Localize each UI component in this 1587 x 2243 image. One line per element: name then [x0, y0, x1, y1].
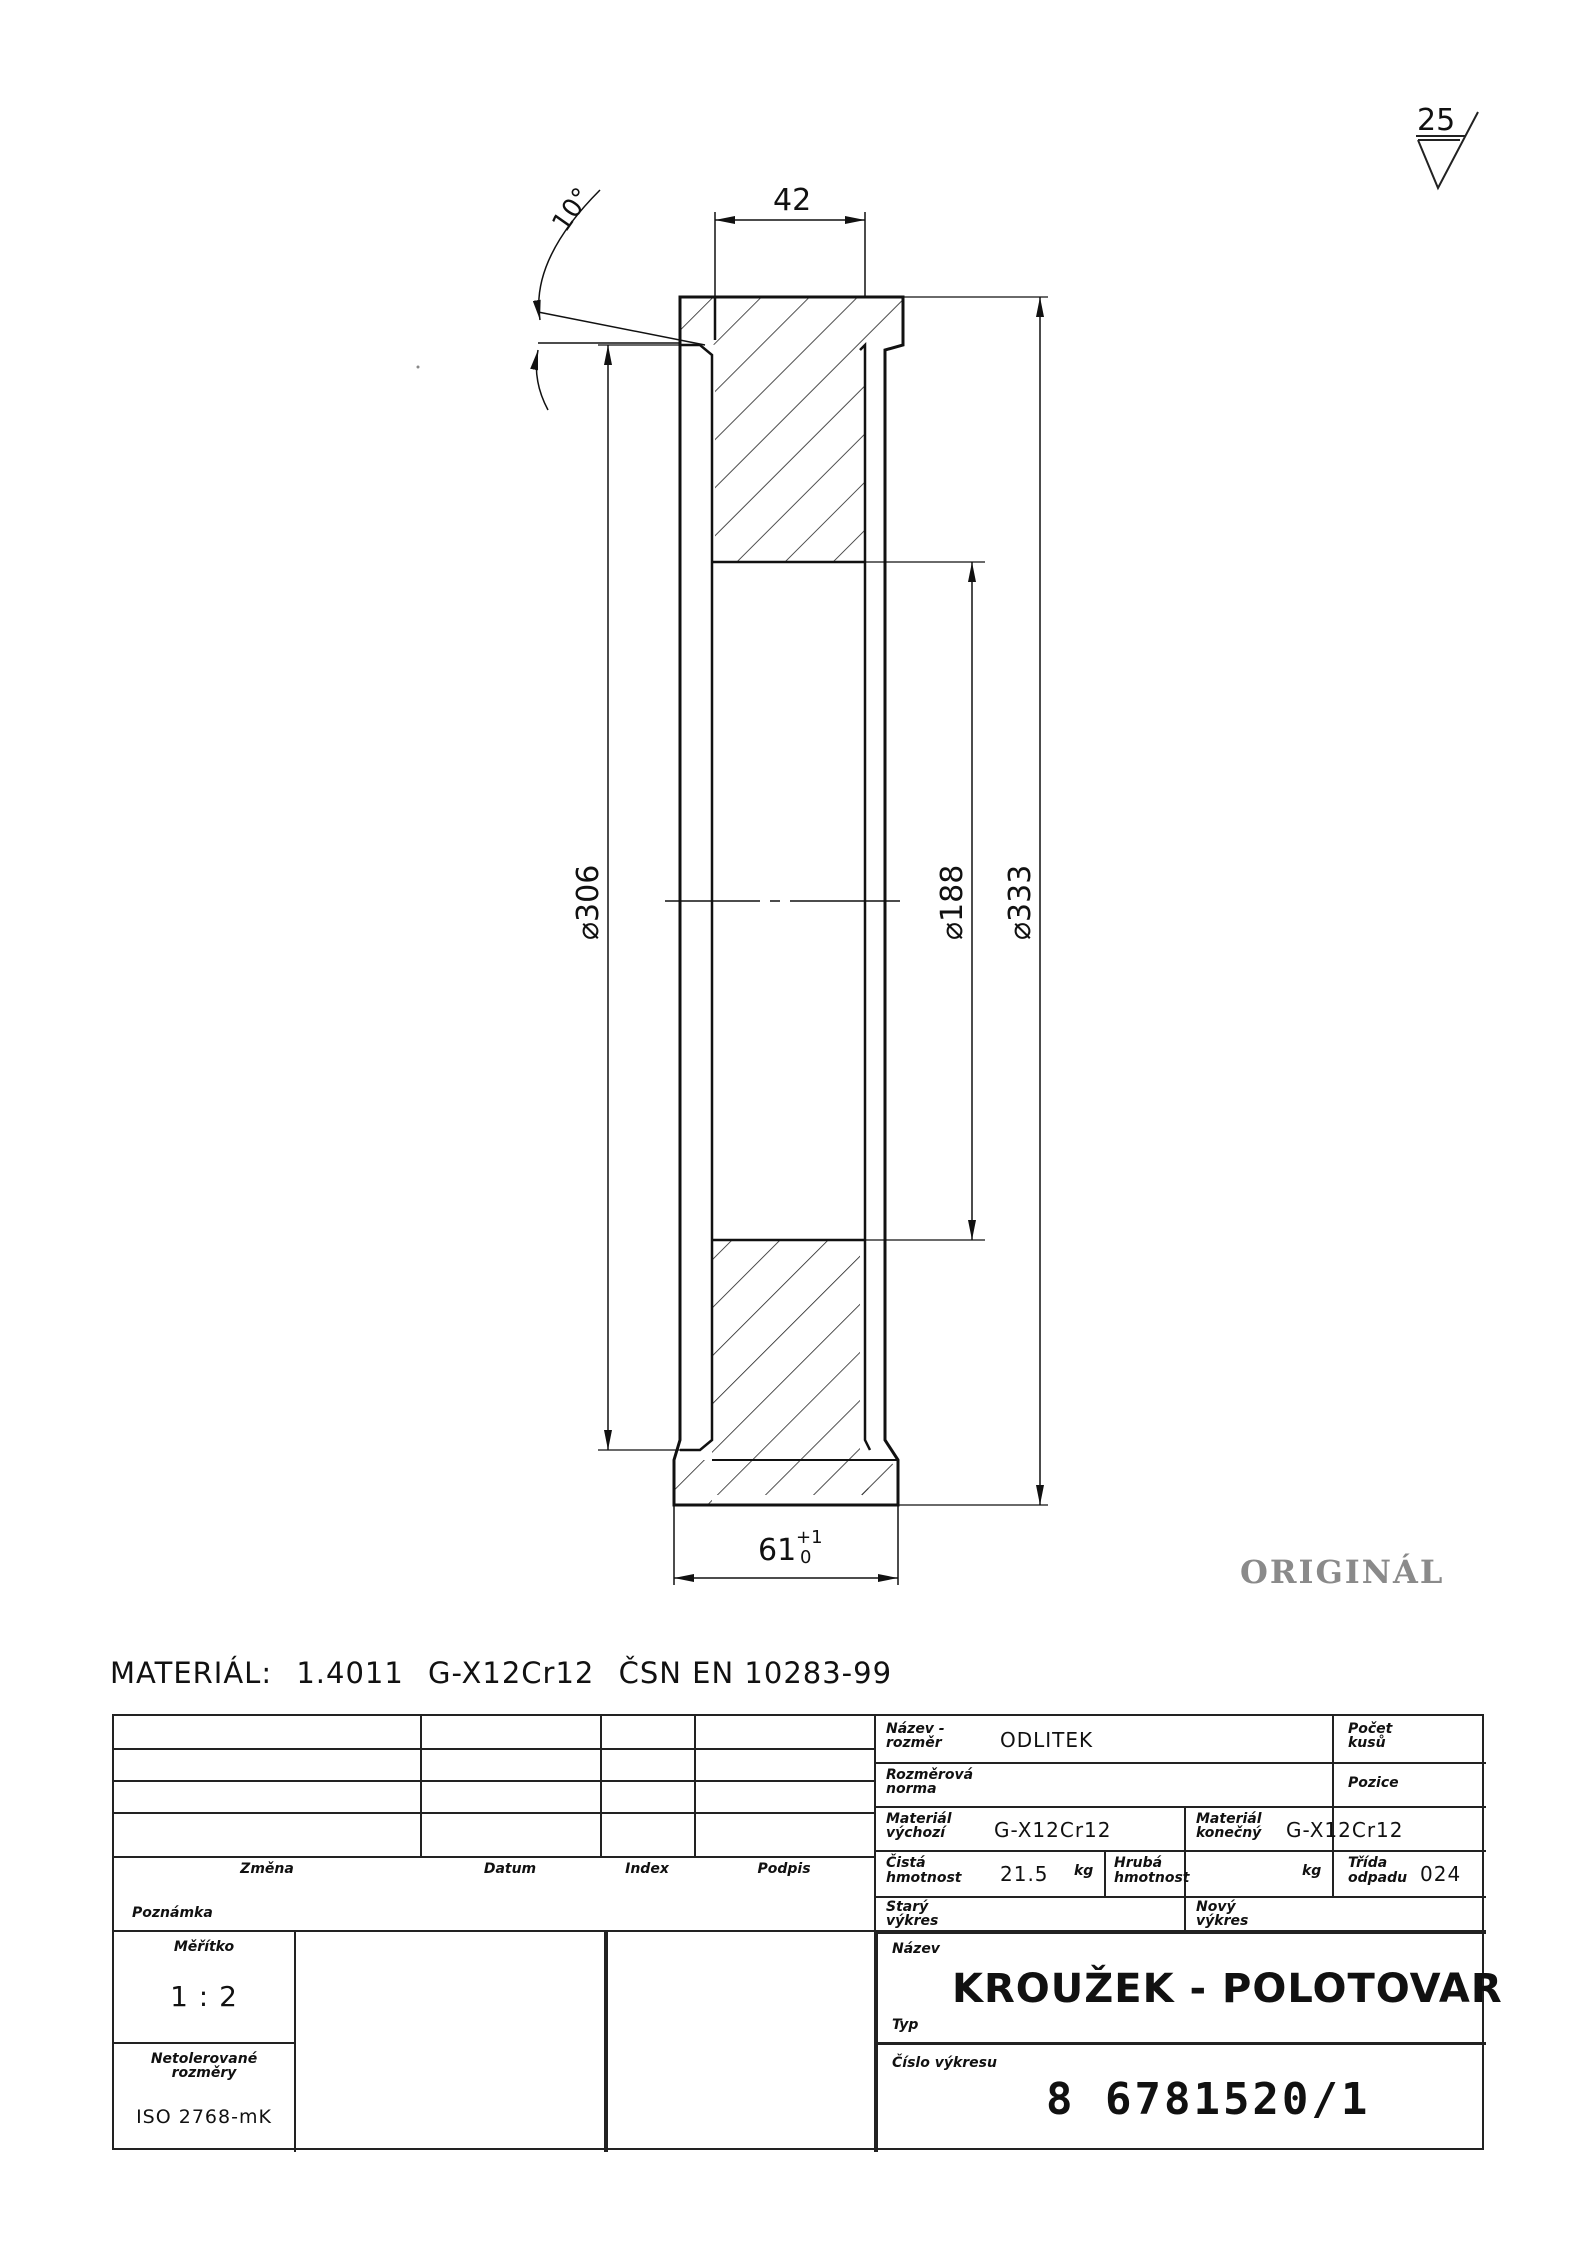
dim-width-61 — [674, 1505, 898, 1585]
hatch-right-lower — [862, 1450, 898, 1505]
material-konecny-label-1: Materiál — [1196, 1811, 1262, 1827]
novy-vykres-label-1: Nový — [1196, 1899, 1236, 1915]
pocet-kusu-label-2: kusů — [1348, 1735, 1386, 1751]
material-label: MATERIÁL: — [110, 1656, 273, 1690]
title-block — [112, 1714, 1503, 2150]
cista-hmotnost-label-1: Čistá — [886, 1855, 926, 1871]
cista-hmotnost-label-2: hmotnost — [886, 1870, 962, 1886]
nazev-rozmer-label-2: rozměr — [886, 1735, 942, 1751]
cista-hmotnost-value: 21.5 — [1000, 1862, 1049, 1886]
rozmerova-norma-label-1: Rozměrová — [886, 1767, 974, 1783]
tolerance-label-2: rozměry — [171, 2065, 237, 2081]
col-datum: Datum — [483, 1861, 537, 1877]
drawing-number: 8 6781520/1 — [1046, 2074, 1371, 2125]
nazev-rozmer-value: ODLITEK — [1000, 1728, 1094, 1752]
typ-label: Typ — [892, 2017, 919, 2033]
trida-odpadu-label-1: Třída — [1348, 1855, 1388, 1871]
hatch-upper — [715, 297, 865, 562]
tolerance-value: ISO 2768-mK — [136, 2106, 272, 2128]
dim-width-42 — [715, 183, 865, 297]
stary-vykres-label-2: výkres — [886, 1913, 939, 1929]
trida-odpadu-value: 024 — [1420, 1862, 1462, 1886]
dim-61-text: 61 — [758, 1533, 797, 1568]
col-index: Index — [625, 1861, 669, 1877]
dim-dia-333 — [898, 297, 1048, 1505]
material-line — [110, 1656, 906, 1690]
dim-angle-text: 10° — [546, 182, 598, 238]
part-section — [665, 297, 903, 1505]
dim-dia-306 — [571, 345, 680, 1450]
dim-306-text: ⌀306 — [571, 864, 606, 940]
pocet-kusu-label-1: Počet — [1348, 1721, 1393, 1737]
material-konecny-label-2: konečný — [1196, 1825, 1262, 1841]
tolerance-label-1: Netolerované — [150, 2051, 258, 2067]
dim-61-tol-lower: 0 — [800, 1547, 812, 1568]
nazev-rozmer-label-1: Název - — [886, 1721, 945, 1737]
hatch-lower — [712, 1240, 870, 1495]
original-stamp: ORIGINÁL — [1240, 1553, 1445, 1591]
trida-odpadu-label-2: odpadu — [1348, 1870, 1408, 1886]
col-zmena: Změna — [240, 1861, 294, 1877]
dim-188-text: ⌀188 — [935, 864, 970, 940]
stary-vykres-label-1: Starý — [886, 1899, 929, 1915]
hruba-hmotnost-label-1: Hrubá — [1114, 1855, 1163, 1871]
hatch-upper-flange — [680, 297, 715, 345]
dim-61-tol-upper: +1 — [796, 1527, 823, 1548]
poznamka-label: Poznámka — [132, 1905, 213, 1921]
cista-hmotnost-unit: kg — [1074, 1863, 1094, 1879]
material-code: 1.4011 — [296, 1656, 404, 1690]
material-vychozi-label-1: Materiál — [886, 1811, 952, 1827]
scale-value: 1 : 2 — [170, 1980, 238, 2013]
material-grade: G-X12Cr12 — [428, 1656, 595, 1690]
material-konecny-value: G-X12Cr12 — [1286, 1818, 1404, 1842]
scale-label: Měřítko — [173, 1939, 235, 1955]
col-podpis: Podpis — [757, 1861, 811, 1877]
material-standard: ČSN EN 10283-99 — [618, 1656, 893, 1690]
dim-42-text: 42 — [773, 183, 812, 218]
rozmerova-norma-label-2: norma — [886, 1781, 937, 1797]
surface-roughness-symbol — [1416, 103, 1478, 188]
material-vychozi-value: G-X12Cr12 — [994, 1818, 1112, 1842]
hatch-right-upper — [865, 297, 903, 345]
nazev-label: Název — [892, 1941, 940, 1957]
cislo-vykresu-label: Číslo výkresu — [892, 2055, 997, 2071]
novy-vykres-label-2: výkres — [1196, 1913, 1249, 1929]
part-name: KROUŽEK - POLOTOVAR — [952, 1966, 1503, 2012]
dim-333-text: ⌀333 — [1003, 864, 1038, 940]
hatch-lower-flange — [674, 1460, 712, 1505]
pozice-label: Pozice — [1348, 1775, 1399, 1791]
material-vychozi-label-2: výchozí — [886, 1825, 946, 1841]
hruba-hmotnost-label-2: hmotnost — [1114, 1870, 1190, 1886]
roughness-value: 25 — [1417, 103, 1456, 138]
hruba-hmotnost-unit: kg — [1302, 1863, 1322, 1879]
